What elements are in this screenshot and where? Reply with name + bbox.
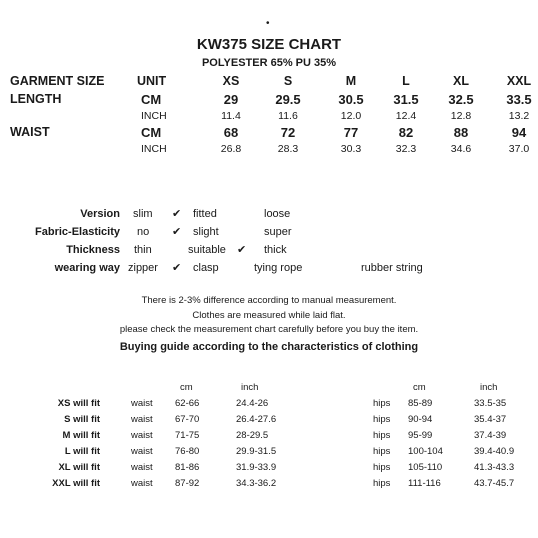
guide-waist-inch: 24.4-26 (236, 398, 269, 409)
version-label: Version (80, 208, 120, 220)
waist-cm-xxl: 94 (511, 125, 527, 140)
length-inch-s: 11.6 (278, 110, 298, 122)
fabric-elasticity-label: Fabric-Elasticity (35, 226, 120, 238)
guide-waist-label: waist (131, 398, 153, 409)
unit-label: UNIT (137, 74, 167, 88)
guide-size-label: S will fit (64, 414, 100, 425)
guide-waist-cm: 76-80 (175, 446, 200, 457)
guide-size-label: XS will fit (57, 398, 100, 409)
guide-waist-inch: 34.3-36.2 (236, 478, 277, 489)
size-header-xxl: XXL (506, 74, 532, 88)
chart-title: KW375 SIZE CHART (196, 36, 342, 53)
waist-inch-l: 32.3 (395, 143, 417, 155)
version-option-loose: loose (264, 208, 291, 220)
guide-hips-inch: 33.5-35 (474, 398, 507, 409)
guide-hips-label: hips (373, 398, 391, 409)
guide-size-label: XXL will fit (52, 478, 100, 489)
guide-waist-cm-header: cm (180, 382, 193, 393)
guide-hips-inch: 43.7-45.7 (474, 478, 515, 489)
guide-waist-cm: 87-92 (175, 478, 200, 489)
length-cm-s: 29.5 (275, 92, 301, 107)
wearing-option-clasp: clasp (193, 262, 219, 274)
guide-hips-label: hips (373, 462, 391, 473)
waist-inch-unit: INCH (141, 143, 167, 155)
header-dot: • (266, 18, 270, 29)
wearing-way-label: wearing way (54, 262, 120, 274)
version-option-fitted: fitted (193, 208, 217, 220)
check-icon: ✔ (172, 226, 182, 238)
waist-cm-l: 82 (398, 125, 414, 140)
waist-inch-xxl: 37.0 (508, 143, 530, 155)
length-cm-m: 30.5 (338, 92, 364, 107)
guide-hips-cm: 105-110 (408, 462, 443, 473)
waist-inch-s: 28.3 (277, 143, 299, 155)
thickness-label: Thickness (66, 244, 120, 256)
length-cm-xl: 32.5 (448, 92, 474, 107)
note-measurement-difference: There is 2-3% difference according to manual measurement. (141, 295, 397, 306)
guide-hips-inch: 41.3-43.3 (474, 462, 515, 473)
check-icon: ✔ (172, 208, 182, 220)
guide-hips-cm: 90-94 (408, 414, 433, 425)
waist-cm-m: 77 (343, 125, 359, 140)
guide-waist-label: waist (131, 414, 153, 425)
guide-hips-inch-header: inch (480, 382, 498, 393)
guide-size-label: M will fit (62, 430, 100, 441)
check-icon: ✔ (237, 244, 247, 256)
guide-waist-label: waist (131, 462, 153, 473)
length-inch-unit: INCH (141, 110, 167, 122)
size-header-xl: XL (453, 74, 469, 88)
guide-size-label: XL will fit (58, 462, 100, 473)
guide-waist-label: waist (131, 430, 153, 441)
length-inch-xs: 11.4 (221, 110, 241, 122)
waist-cm-unit: CM (141, 125, 162, 140)
wearing-option-tying-rope: tying rope (254, 262, 303, 274)
guide-hips-inch: 39.4-40.9 (474, 446, 515, 457)
guide-waist-cm: 67-70 (175, 414, 200, 425)
guide-hips-label: hips (373, 478, 391, 489)
guide-hips-inch: 37.4-39 (474, 430, 507, 441)
length-inch-xl: 12.8 (450, 110, 472, 122)
length-cm-l: 31.5 (393, 92, 419, 107)
size-header-l: L (402, 74, 410, 88)
length-inch-m: 12.0 (340, 110, 362, 122)
length-inch-l: 12.4 (395, 110, 417, 122)
size-header-xs: XS (222, 74, 240, 88)
guide-waist-inch: 26.4-27.6 (236, 414, 277, 425)
thickness-option-thin: thin (134, 244, 152, 256)
thickness-option-suitable: suitable (188, 244, 226, 256)
note-laid-flat: Clothes are measured while laid flat. (192, 310, 346, 321)
guide-waist-inch: 28-29.5 (236, 430, 269, 441)
wearing-option-rubber-string: rubber string (361, 262, 423, 274)
guide-hips-label: hips (373, 414, 391, 425)
size-header-s: S (283, 74, 293, 88)
size-header-m: M (345, 74, 357, 88)
waist-inch-m: 30.3 (340, 143, 362, 155)
guide-hips-label: hips (373, 446, 391, 457)
guide-waist-inch: 31.9-33.9 (236, 462, 277, 473)
length-inch-xxl: 13.2 (508, 110, 530, 122)
guide-hips-cm: 95-99 (408, 430, 433, 441)
buying-guide-title: Buying guide according to the characteristics of clothing (119, 341, 419, 353)
guide-hips-label: hips (373, 430, 391, 441)
waist-inch-xs: 26.8 (220, 143, 242, 155)
length-cm-xs: 29 (223, 92, 239, 107)
version-option-slim: slim (133, 208, 153, 220)
waist-inch-xl: 34.6 (450, 143, 472, 155)
guide-hips-inch: 35.4-37 (474, 414, 507, 425)
elasticity-option-no: no (137, 226, 150, 238)
note-check-chart: please check the measurement chart carefully before you buy the item. (119, 324, 419, 335)
elasticity-option-slight: slight (193, 226, 219, 238)
waist-cm-xs: 68 (223, 125, 239, 140)
length-label: LENGTH (10, 92, 62, 106)
guide-waist-label: waist (131, 446, 153, 457)
guide-waist-inch-header: inch (241, 382, 259, 393)
guide-hips-cm: 85-89 (408, 398, 433, 409)
elasticity-option-super: super (264, 226, 292, 238)
guide-waist-cm: 62-66 (175, 398, 200, 409)
material-subtitle: POLYESTER 65% PU 35% (201, 57, 337, 69)
guide-waist-cm: 81-86 (175, 462, 200, 473)
guide-hips-cm-header: cm (413, 382, 426, 393)
guide-size-label: L will fit (64, 446, 100, 457)
length-cm-xxl: 33.5 (506, 92, 532, 107)
wearing-option-zipper: zipper (128, 262, 158, 274)
guide-hips-cm: 100-104 (408, 446, 443, 457)
waist-label: WAIST (10, 125, 50, 139)
waist-cm-s: 72 (280, 125, 296, 140)
thickness-option-thick: thick (264, 244, 287, 256)
garment-size-label: GARMENT SIZE (10, 74, 105, 88)
waist-cm-xl: 88 (453, 125, 469, 140)
guide-waist-label: waist (131, 478, 153, 489)
guide-waist-cm: 71-75 (175, 430, 200, 441)
check-icon: ✔ (172, 262, 182, 274)
length-cm-unit: CM (141, 92, 162, 107)
guide-hips-cm: 111-116 (408, 478, 441, 489)
guide-waist-inch: 29.9-31.5 (236, 446, 277, 457)
